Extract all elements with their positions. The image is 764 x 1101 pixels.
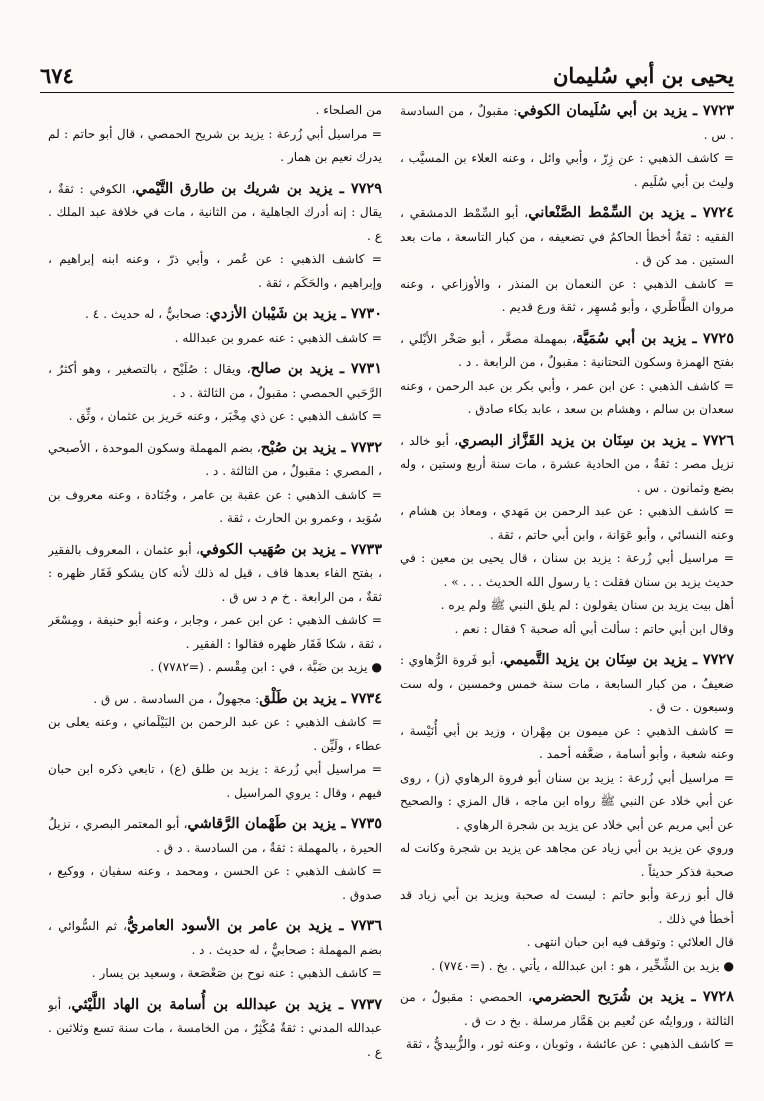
entry-line (400, 884, 734, 931)
entry-text: = مراسيل أبي زُرعة : يزيد بن سنان أبو فروة الرهاوي (ز) ، روى عن أبي خلاد عن النبي ﷺ رواه ابن ماجه ، قال المزي : والصحيح عن أبي مريم عن أبي خلاد عن يزيد بن شجرة الرهاوي . (400, 770, 734, 832)
entry-heading: ٧٧٢٩ ـ يزيد بن شريك بن طارق التَّيْمي (135, 179, 382, 197)
entry-heading: ٧٧٣٣ ـ يزيد بن صُهَيب الكوفي (199, 540, 382, 558)
entry-text: = كاشف الذهبي : عن عُمر ، وأبي ذرّ ، وعنه ابنه إبراهيم ، وإبراهيم ، والحَكَم ، ثقة . (48, 252, 382, 290)
biography-entry (48, 914, 382, 986)
entry-first-line (48, 914, 382, 962)
entry-first-line (48, 993, 382, 1065)
entry-first-line (48, 812, 382, 860)
entry-text: = كاشف الذهبي : عن ميمون بن مِهْران ، وزيد بن أبي أُنَيْسة ، وعنه شعبة ، وأبو أسامة ، ضعَّفه أحمد . (400, 723, 734, 761)
entry-text: = مراسيل أبي زُرعة : يزيد بن شريح الحمصي ، قال أبو حاتم : لم يدرك نعيم بن همار . (48, 126, 382, 164)
biography-entry (48, 357, 382, 429)
entry-heading: ٧٧٢٧ ـ يزيد بن سِنَان بن يزيد التَّميمي (503, 651, 734, 668)
entry-text: ، بضم المهملة وسكون الموحدة ، الأصبحي ، المصري : مقبولٌ ، من الثالثة . د . (48, 440, 382, 478)
biography-entry (48, 302, 382, 350)
entry-heading: ٧٧٢٨ ـ يزيد بن شُرَيح الحضرمي (532, 988, 734, 1005)
entry-text: = كاشف الذهبي : عن ذي مِخْبَر ، وعنه حَريز بن عثمان ، وثِّق . (68, 409, 382, 423)
entry-first-line (400, 648, 734, 720)
biography-entry (48, 99, 382, 170)
entry-first-line (48, 357, 382, 405)
entry-text: ، الحمصي : مقبولٌ ، من الثالثة ، وروايتُه عن نُعيم بن هَمَّار مرسلة . بخ د ت ق . (400, 990, 734, 1028)
biography-entry (400, 327, 734, 422)
entry-first-line (400, 429, 734, 501)
entry-first-line (400, 201, 734, 273)
entry-line (400, 618, 734, 642)
entry-line (400, 273, 734, 320)
entry-text: ، أبو عثمان ، المعروف بالفقير ، بفتح الفاء بعدها قاف ، قيل له ذلك لأنه كان يشكو فَقَار ظهره : ثقةٌ ، من الرابعة . خ م د س ق . (48, 542, 382, 604)
entry-first-line (400, 985, 734, 1033)
entry-line (400, 1033, 734, 1057)
entry-line (48, 711, 382, 758)
entry-text: قال العلائي : وتوقف فيه ابن حبان انتهى . (526, 935, 734, 949)
entry-heading: ٧٧٢٦ ـ يزيد بن سِنَان بن يزيد القَزَّاز البصري (458, 431, 734, 449)
biography-entry (48, 687, 382, 806)
entry-line (400, 547, 734, 594)
entry-heading: ٧٧٣٤ ـ يزيد بن طَلْق (259, 689, 382, 707)
entry-line (48, 327, 382, 351)
biography-entry (48, 436, 382, 531)
entry-text: ● يزيد بن ضَبَّة ، في : ابن مِقْسم . (=٧٧٨٢) . (150, 660, 382, 674)
entry-line (400, 955, 734, 979)
entry-heading: ٧٧٣٥ ـ يزيد بن طَهْمان الرَّقاشي (187, 815, 382, 832)
entry-text: وروي عن يزيد بن أبي زياد عن مجاهد عن يزيد بن شجرة وكانت له صحبة فذكر حديثاً . (400, 841, 734, 879)
entry-text: ، أبو خالد ، نزيل مصر : ثقةٌ ، من الحادية عشرة ، مات سنة أربع وستين ، وله بضع وثمانون . س . (400, 433, 734, 495)
entry-text: ، أبو فَروة الرُّهاوي : ضعيفٌ ، من كبار السابعة ، مات سنة خمس وخمسين ، وله ست وسبعون . ت ق . (400, 653, 734, 714)
two-column-body (40, 99, 734, 1099)
entry-text: = كاشف الذهبي : عن عبد الرحمن بن مَهدي ، ومعاذ بن هشام ، وعنه النسائي ، وأبو عَوَانة ، وابن أبي حاتم ، ثقة . (400, 504, 734, 542)
page-header (40, 58, 734, 93)
entry-text: = كاشف الذهبي : عن عقبة بن عامر ، وجُنَادة ، وعنه معروف بن سُوَيد ، وعمرو بن الحارث ، ثقة . (48, 487, 382, 525)
entry-first-line (48, 538, 382, 610)
biography-entry (400, 648, 734, 978)
entry-text: = كاشف الذهبي : عنه نوح بن صَعْصَعة ، وسعيد بن يسار . (91, 966, 382, 980)
entry-heading: ٧٧٢٤ ـ يزيد بن السِّمْط الصَّنْعاني (528, 204, 734, 221)
entry-text: ، أبو السِّمْط الدمشقي ، الفقيه : ثقةٌ أخطأ الحاكمُ في تضعيفه ، من كبار التاسعة ، مات بعد الستين . مد كن ق . (400, 206, 734, 267)
running-title: يحيى بن أبي سُليمان (552, 63, 734, 88)
entry-text: : صحابيٌّ ، له حديث . ٤ . (85, 307, 210, 321)
entry-text: = كاشف الذهبي : عنه عمرو بن عبدالله . (174, 330, 382, 345)
entry-line (400, 767, 734, 838)
entry-text: = كاشف الذهبي : عن عائشة ، وثوبان ، وعنه ثور ، والزُّبيديُّ ، ثقة (405, 1037, 734, 1051)
entry-heading: ٧٧٣٢ ـ يزيد بن صُبْح (260, 438, 382, 456)
entry-text: = كاشف الذهبي : عن زِرّ ، وأبي وائل ، وعنه العلاء بن المسيَّب ، وليث بن أبي سُلَيم . (400, 151, 734, 189)
entry-line (400, 594, 734, 618)
entry-text: ، ويقال : صُلَيْح ، بالتصغير ، وهو أكثرُ ، الرَّحَبي الحمصي : مقبولٌ ، من الثالثة . د . (48, 362, 382, 400)
entry-text: = كاشف الذهبي : عن الحسن ، ومحمد ، وعنه سفيان ، ووكيع ، صدوق . (48, 864, 382, 902)
biography-entry (48, 993, 382, 1065)
entry-line (48, 484, 382, 531)
entry-heading: ٧٧٢٣ ـ يزيد بن أبي سُلَيمان الكوفي (517, 102, 734, 119)
right-column (400, 99, 734, 1099)
biography-entry (400, 429, 734, 642)
page-number: ٦٧٤ (40, 63, 74, 88)
biography-entry (400, 201, 734, 320)
entry-text: ، أبو عبدالله المدني : ثقةٌ مُكْثِرٌ ، من الخامسة ، مات سنة تسع وثلاثين . ع . (48, 997, 382, 1059)
entry-text: قال أبو زرعة وأبو حاتم : ليست له صحبة ويزيد بن أبي زياد قد أخطأ في ذلك . (400, 888, 734, 926)
entry-line (48, 405, 382, 429)
left-column (48, 99, 382, 1099)
entry-first-line (48, 177, 382, 249)
entry-text: وقال ابن أبي حاتم : سألت أبي أله صحبة ؟ فقال : نعم . (454, 621, 734, 636)
entry-first-line (48, 687, 382, 712)
entry-line (48, 860, 382, 907)
biography-entry (400, 99, 734, 194)
entry-first-line (48, 436, 382, 484)
entry-heading: ٧٧٣٧ ـ يزيد بن عبدالله بن أُسامة بن الهاد اللَّيْثي (71, 995, 382, 1013)
entry-first-line (48, 302, 382, 327)
entry-line (48, 758, 382, 805)
entry-text: = كاشف الذهبي : عن ابن عمر ، وأبي بكر بن عبد الرحمن ، وعنه سعدان بن سالم ، وهشام بن سعد ، عابد بكاء صادق . (400, 378, 734, 416)
entry-text: ، ثم السُّوائي ، بضم المهملة : صحابيٌّ ، له حديث . د . (48, 919, 382, 957)
entry-text: ، الكوفي : ثقةٌ ، يقال : إنه أدرك الجاهلية ، من الثانية ، مات في خلافة عبد الملك . ع . (48, 181, 382, 243)
entry-first-line (400, 327, 734, 375)
entry-heading: ٧٧٣١ ـ يزيد بن صالح (250, 360, 382, 377)
entry-text: = كاشف الذهبي : عن ابن عمر ، وجابر ، وعنه أبو حنيفة ، ومِسْعَر ، ثقة ، شكا فَقَار ظهره فقالوا : الفقير . (48, 613, 382, 651)
biography-entry (48, 538, 382, 680)
entry-text: = مراسيل أبي زُرعة : يزيد بن سنان ، قال يحيى بن معين : في حديث يزيد بن سنان فقلت : يا رسول الله الحديث . . . » . (400, 551, 734, 589)
entry-line (48, 656, 382, 680)
biography-entry (48, 812, 382, 907)
entry-first-line (400, 99, 734, 147)
entry-text: = كاشف الذهبي : عن عبد الرحمن بن البَيْلَماني ، وعنه يعلى بن عطاء ، ولَيِّن . (48, 715, 382, 753)
entry-text: من الصلحاء . (315, 103, 382, 117)
entry-text: = كاشف الذهبي : عن النعمان بن المنذر ، والأوزاعي ، وعنه مروان الطَّاطَري ، وأبو مُسهِر ، ثقة ورع قديم . (400, 276, 734, 314)
entry-line (400, 931, 734, 955)
entry-line (400, 375, 734, 422)
entry-text: : مقبولٌ ، من السادسة . س . (400, 104, 734, 142)
biography-entry (48, 177, 382, 296)
entry-line (400, 837, 734, 884)
entry-heading: ٧٧٣٠ ـ يزيد بن شَيْبان الأزدي (209, 305, 382, 322)
entry-text: : مجهولٌ ، من السادسة . س ق . (93, 691, 260, 706)
entry-text: أهل بيت يزيد بن سنان يقولون : لم يلق النبي ﷺ ولم يره . (440, 598, 734, 612)
biography-entry (400, 985, 734, 1057)
entry-line (48, 609, 382, 656)
entry-heading: ٧٧٣٦ ـ يزيد بن عامر بن الأسود العامريُّ (127, 917, 382, 934)
entry-line (400, 147, 734, 194)
entry-text: ● يزيد بن الشِّخِّير ، هو : ابن عبدالله ، يأتي . بخ . (=٧٧٤٠) . (431, 958, 734, 973)
entry-text: ، أبو المعتمر البصري ، نزيلُ الحيرة ، بالمهملة : ثقةٌ ، من السادسة . د ق . (48, 817, 382, 855)
entry-heading: ٧٧٢٥ ـ يزيد بن أبي سُمَيَّة (576, 329, 734, 347)
entry-text: ، بمهملة مصغَّر ، أبو صَخْر الأيْلي ، بفتح الهمزة وسكون التحتانية : مقبولٌ ، من الرابعة . د . (400, 331, 734, 369)
entry-line (48, 962, 382, 986)
entry-line (400, 720, 734, 767)
entry-line (48, 248, 382, 295)
entry-line (48, 123, 382, 170)
entry-line (400, 500, 734, 547)
entry-first-line (48, 99, 382, 123)
entry-text: = مراسيل أبي زُرعة : يزيد بن طلق (ع) ، تابعي ذكره ابن حبان فيهم ، وقال : يروي المراسيل . (48, 762, 382, 800)
